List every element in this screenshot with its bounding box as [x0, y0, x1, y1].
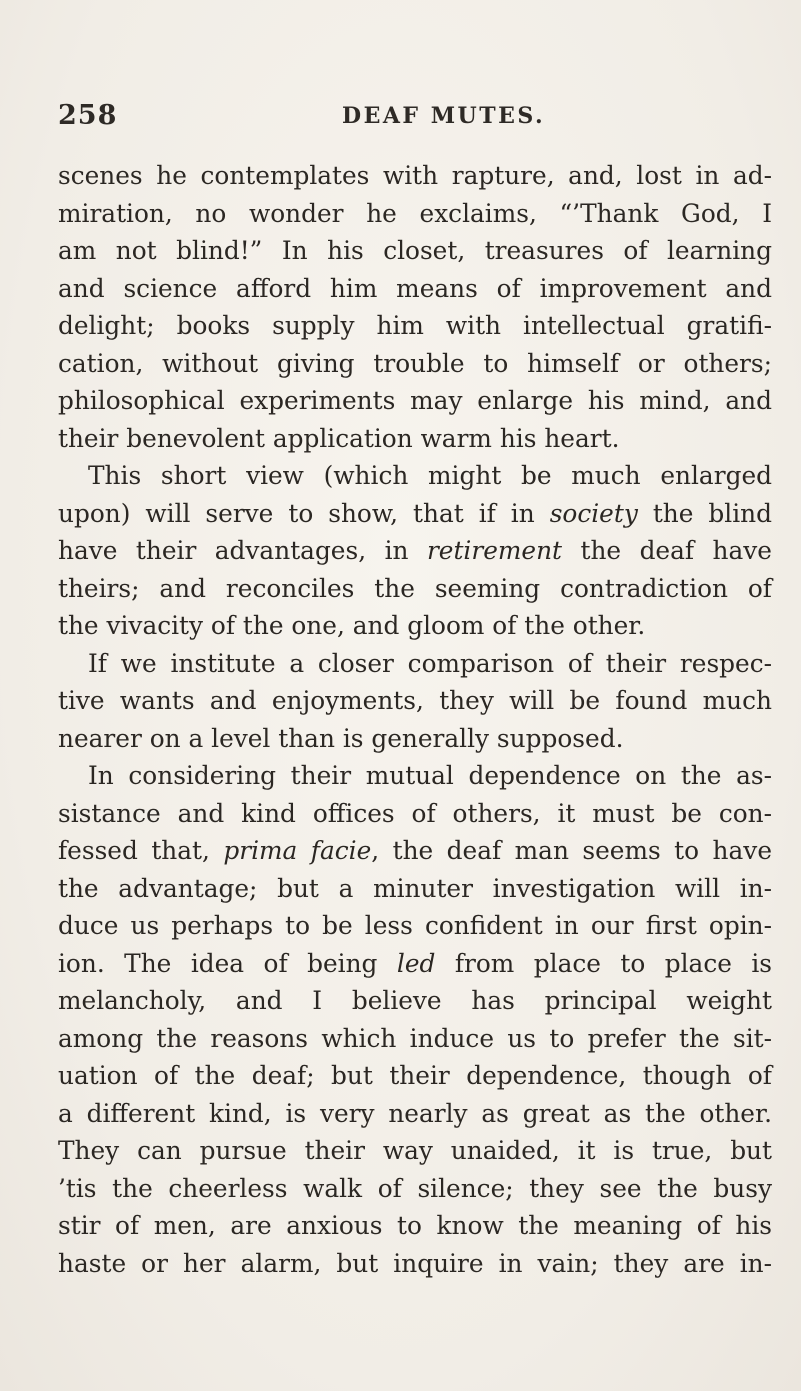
text-line: ’tis the cheerless walk of silence; they see the busy: [58, 1173, 772, 1203]
text-line: the vivacity of the one, and gloom of the other.: [58, 611, 646, 640]
text-line: have their advantages, in retirement the deaf have: [58, 536, 772, 565]
text-line: uation of the deaf; but their dependence, though of: [58, 1061, 772, 1090]
text-line: This short view (which might be much enlarged: [88, 461, 772, 490]
running-head: DEAF MUTES.: [342, 103, 546, 129]
text-line: melancholy, and I believe has principal weight: [58, 986, 772, 1015]
text-line: ion. The idea of being led from place to place is: [58, 948, 772, 978]
page-number: 258: [58, 100, 118, 131]
text-line: stir of men, are anxious to know the meaning of his: [58, 1211, 772, 1240]
text-line: fessed that, prima facie, the deaf man seems to have: [58, 836, 772, 865]
text-line: In considering their mutual dependence on the as-: [88, 761, 772, 790]
text-line: sistance and kind offices of others, it must be con-: [58, 798, 772, 828]
text-line: duce us perhaps to be less confident in our first opin-: [58, 911, 772, 940]
body-text: [58, 157, 772, 1282]
text-line: delight; books supply him with intellectual gratifi-: [58, 311, 772, 340]
text-line: scenes he contemplates with rapture, and, lost in ad-: [58, 161, 772, 190]
text-line: cation, without giving trouble to himself or others;: [58, 348, 772, 378]
text-line: haste or her alarm, but inquire in vain; they are in-: [58, 1248, 772, 1278]
text-line: They can pursue their way unaided, it is true, but: [58, 1136, 772, 1165]
text-line: nearer on a level than is generally supposed.: [58, 723, 624, 753]
text-line: the advantage; but a minuter investigation will in-: [58, 873, 772, 903]
text-line: If we institute a closer comparison of their respec-: [88, 648, 772, 678]
text-line: theirs; and reconciles the seeming contradiction of: [58, 573, 772, 603]
text-line: am not blind!” In his closet, treasures of learning: [58, 236, 772, 265]
text-line: their benevolent application warm his heart.: [58, 423, 620, 453]
text-line: miration, no wonder he exclaims, “’Thank God, I: [58, 198, 772, 228]
page-header: [58, 100, 758, 140]
text-line: philosophical experiments may enlarge his mind, and: [58, 386, 772, 415]
text-line: and science afford him means of improvement and: [58, 273, 772, 303]
text-line: tive wants and enjoyments, they will be found much: [58, 686, 772, 715]
text-line: a different kind, is very nearly as great as the other.: [58, 1098, 772, 1128]
text-line: among the reasons which induce us to prefer the sit-: [58, 1023, 772, 1053]
text-line: upon) will serve to show, that if in society the blind: [58, 498, 773, 528]
